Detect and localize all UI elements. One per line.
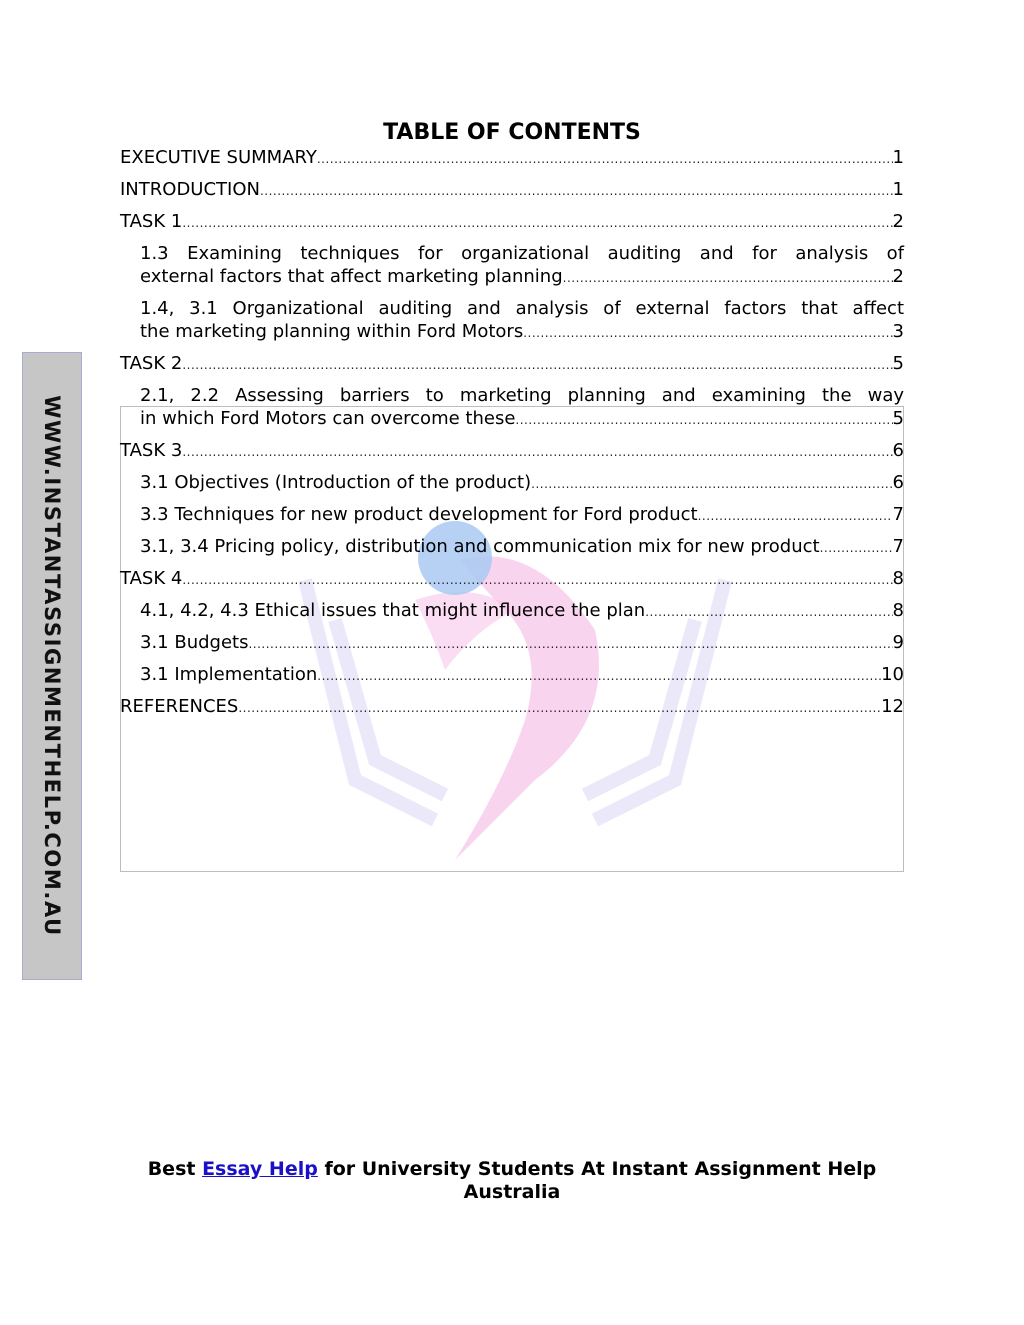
toc-entry[interactable] [120, 439, 904, 462]
toc-entry[interactable] [120, 384, 904, 430]
dot-leader [248, 638, 892, 650]
footer-prefix: Best [147, 1158, 203, 1180]
toc-entry[interactable] [120, 631, 904, 654]
toc-entry[interactable] [120, 352, 904, 375]
sidebar-banner [22, 352, 82, 980]
toc-entry-text: in which Ford Motors can overcome these [140, 408, 516, 429]
toc-entry[interactable] [120, 242, 904, 288]
dot-leader [317, 670, 881, 682]
toc-entry-text: REFERENCES [120, 696, 239, 717]
dot-leader [820, 542, 893, 554]
toc-title: TABLE OF CONTENTS [383, 120, 641, 145]
toc-page-number: 2 [892, 266, 904, 287]
toc-entry-text: 3.1 Implementation [140, 664, 318, 685]
toc-page-number: 1 [892, 147, 904, 168]
toc-entry[interactable] [120, 297, 904, 343]
dot-leader [515, 414, 892, 426]
toc-page-number: 7 [892, 504, 904, 525]
toc-page-number: 5 [892, 353, 904, 374]
dot-leader [523, 327, 892, 339]
dot-leader [563, 272, 893, 284]
toc-entry-text: the marketing planning within Ford Motors [140, 321, 524, 342]
toc-page-number: 1 [892, 179, 904, 200]
toc-entry[interactable] [120, 471, 904, 494]
toc-entry-text: TASK 3 [120, 440, 183, 461]
toc-page-number: 2 [892, 211, 904, 232]
toc-page-number: 5 [892, 408, 904, 429]
toc-entry[interactable] [120, 695, 904, 718]
toc-entry[interactable] [120, 663, 904, 686]
toc-entry-text-line1: 2.1, 2.2 Assessing barriers to marketing planning and examining the way [140, 385, 904, 406]
footer-promo [120, 1158, 904, 1204]
toc-page-number: 7 [892, 536, 904, 557]
toc-entry-text-line1: 1.3 Examining techniques for organizational auditing and for analysis of [140, 243, 904, 264]
toc-page-number: 6 [892, 472, 904, 493]
toc-entry[interactable] [120, 210, 904, 233]
toc-entry-text: 3.1, 3.4 Pricing policy, distribution and communication mix for new product [140, 536, 820, 557]
toc-entry[interactable] [120, 178, 904, 201]
toc-entry[interactable] [120, 146, 904, 169]
essay-help-link[interactable]: Essay Help [202, 1158, 318, 1180]
toc-entry-text: 3.1 Budgets [140, 632, 249, 653]
toc-entry-text: TASK 1 [120, 211, 183, 232]
toc-entry-text: external factors that affect marketing planning [140, 266, 563, 287]
toc-entry-text: 4.1, 4.2, 4.3 Ethical issues that might influence the plan [140, 600, 646, 621]
toc-entry[interactable] [120, 567, 904, 590]
toc-page-number: 3 [892, 321, 904, 342]
footer-suffix: for University Students At Instant Assignment Help Australia [317, 1158, 877, 1203]
dot-leader [260, 185, 893, 197]
dot-leader [698, 510, 893, 522]
dot-leader [182, 446, 892, 458]
sidebar-url-text: WWW.INSTANTASSIGNMENTHELP.COM.AU [40, 395, 64, 937]
dot-leader [317, 153, 893, 165]
toc-page-number: 8 [892, 568, 904, 589]
dot-leader [182, 217, 892, 229]
dot-leader [182, 574, 892, 586]
dot-leader [645, 606, 892, 618]
toc-page-number: 6 [892, 440, 904, 461]
toc-page-number: 10 [881, 664, 904, 685]
dot-leader [531, 478, 892, 490]
dot-leader [238, 702, 881, 714]
toc-page-number: 8 [892, 600, 904, 621]
toc-entry-text: TASK 4 [120, 568, 183, 589]
toc-entry-text: EXECUTIVE SUMMARY [120, 147, 317, 168]
toc-entry-text: 3.1 Objectives (Introduction of the product) [140, 472, 532, 493]
table-of-contents [120, 146, 904, 727]
toc-entry-text: 3.3 Techniques for new product development for Ford product [140, 504, 698, 525]
toc-entry[interactable] [120, 503, 904, 526]
toc-entry-text-line1: 1.4, 3.1 Organizational auditing and analysis of external factors that affect [140, 298, 904, 319]
toc-entry[interactable] [120, 535, 904, 558]
toc-entry-text: TASK 2 [120, 353, 183, 374]
toc-entry-text: INTRODUCTION [120, 179, 260, 200]
toc-page-number: 9 [892, 632, 904, 653]
dot-leader [182, 359, 892, 371]
toc-page-number: 12 [881, 696, 904, 717]
toc-entry[interactable] [120, 599, 904, 622]
